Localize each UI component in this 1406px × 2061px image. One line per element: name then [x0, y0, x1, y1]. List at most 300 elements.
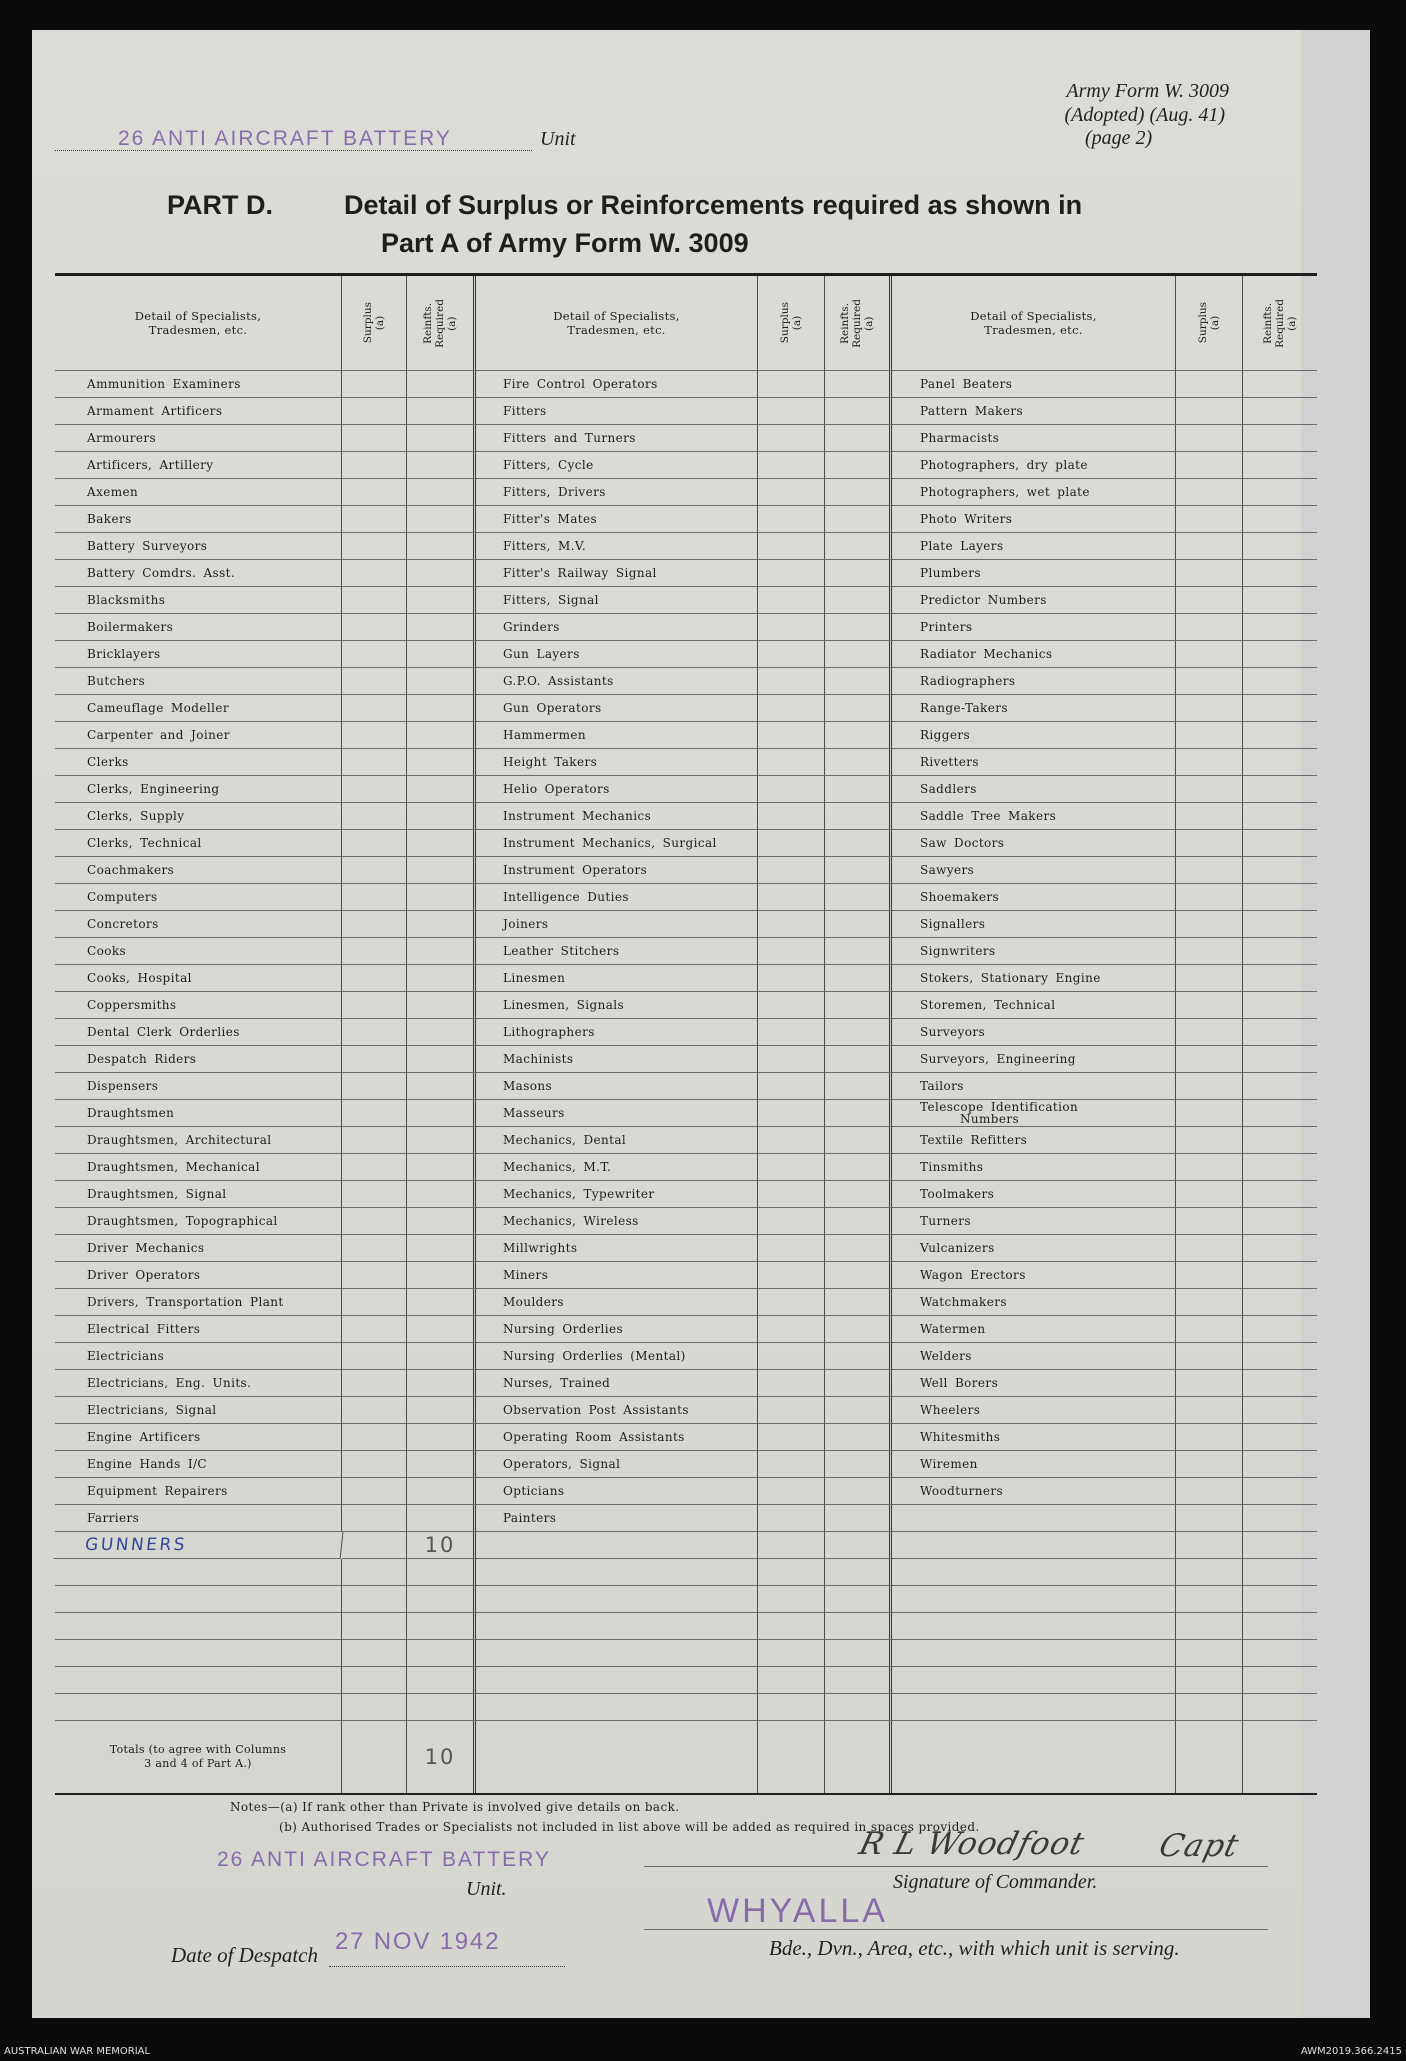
surplus-cell — [342, 992, 407, 1019]
trade-name-cell: Toolmakers — [892, 1181, 1176, 1208]
header-reinfts-line: Reinfts. — [422, 302, 434, 344]
trade-name-cell: Linesmen, Signals — [476, 992, 758, 1019]
totals-blank-cell — [758, 1721, 825, 1793]
surplus-cell — [758, 749, 825, 776]
reinfts-required-cell — [407, 560, 476, 587]
reinfts-required-cell — [825, 1370, 892, 1397]
trade-name-cell: Drivers, Transportation Plant — [55, 1289, 342, 1316]
reinfts-required-cell — [407, 1640, 476, 1667]
blank-trade-cell — [892, 1586, 1176, 1613]
reinfts-required-cell — [407, 911, 476, 938]
surplus-cell — [758, 722, 825, 749]
trade-name-cell: Saw Doctors — [892, 830, 1176, 857]
reinfts-required-cell — [407, 533, 476, 560]
reinfts-required-cell — [1243, 911, 1317, 938]
trade-name-cell: Predictor Numbers — [892, 587, 1176, 614]
totals-label-line: Totals (to agree with Columns — [109, 1743, 287, 1756]
reinfts-required-cell — [407, 992, 476, 1019]
surplus-cell — [758, 1343, 825, 1370]
totals-blank-cell — [892, 1721, 1176, 1793]
totals-blank-cell — [1243, 1721, 1317, 1793]
reinfts-required-cell — [825, 1478, 892, 1505]
blank-trade-cell — [476, 1640, 758, 1667]
blank-trade-cell — [476, 1532, 758, 1559]
header-surplus-line: (a) — [374, 315, 386, 331]
trade-name-cell: Saddle Tree Makers — [892, 803, 1176, 830]
surplus-cell — [342, 1559, 407, 1586]
reinfts-required-cell — [1243, 1559, 1317, 1586]
surplus-cell — [342, 857, 407, 884]
reinfts-required-cell — [1243, 398, 1317, 425]
header-reinfts-line: (a) — [446, 315, 458, 331]
reinfts-required-cell — [1243, 425, 1317, 452]
reinfts-required-cell — [1243, 1532, 1317, 1559]
surplus-cell — [342, 1208, 407, 1235]
commander-signature: R L Woodfoot — [855, 1826, 1089, 1862]
reinfts-required-cell — [407, 1316, 476, 1343]
reinfts-required-cell — [1243, 803, 1317, 830]
surplus-cell — [758, 1694, 825, 1721]
reinfts-required-cell — [1243, 452, 1317, 479]
surplus-cell — [342, 1532, 407, 1559]
surplus-cell — [758, 911, 825, 938]
trade-name-cell: Clerks — [55, 749, 342, 776]
trade-name-cell: Instrument Mechanics, Surgical — [476, 830, 758, 857]
surplus-cell — [1176, 560, 1243, 587]
surplus-cell — [1176, 830, 1243, 857]
trade-name-cell: Pharmacists — [892, 425, 1176, 452]
reinfts-required-cell — [1243, 884, 1317, 911]
reinfts-required-cell — [1243, 1154, 1317, 1181]
reinfts-required-cell — [825, 614, 892, 641]
reinfts-required-cell — [407, 857, 476, 884]
surplus-cell — [758, 884, 825, 911]
reinfts-required-cell — [407, 749, 476, 776]
handwritten-trade-entry: GUNNERS — [54, 1532, 344, 1559]
trade-name-cell: Plumbers — [892, 560, 1176, 587]
surplus-cell — [758, 533, 825, 560]
header-reinfts — [825, 276, 892, 371]
reinfts-required-cell — [407, 1181, 476, 1208]
reinfts-required-cell — [407, 803, 476, 830]
surplus-cell — [1176, 965, 1243, 992]
blank-trade-cell — [892, 1532, 1176, 1559]
reinfts-required-cell — [1243, 776, 1317, 803]
trade-name-cell: G.P.O. Assistants — [476, 668, 758, 695]
location-stamp: WHYALLA — [707, 1892, 888, 1930]
reinfts-required-cell — [825, 803, 892, 830]
surplus-cell — [342, 1478, 407, 1505]
header-reinfts-line: Reinfts. — [1262, 302, 1274, 344]
reinfts-required-cell — [1243, 641, 1317, 668]
surplus-cell — [342, 1640, 407, 1667]
trade-name-cell: Instrument Mechanics — [476, 803, 758, 830]
surplus-cell — [1176, 1316, 1243, 1343]
header-detail-line: Tradesmen, etc. — [984, 323, 1083, 337]
surplus-cell — [758, 668, 825, 695]
surplus-cell — [1176, 1127, 1243, 1154]
surplus-cell — [758, 1667, 825, 1694]
surplus-cell — [758, 1370, 825, 1397]
trade-name-cell: Draughtsmen, Topographical — [55, 1208, 342, 1235]
trade-name-cell: Boilermakers — [55, 614, 342, 641]
surplus-cell — [758, 1235, 825, 1262]
trade-name-cell: Woodturners — [892, 1478, 1176, 1505]
blank-trade-cell — [892, 1694, 1176, 1721]
trade-name-cell: Painters — [476, 1505, 758, 1532]
date-of-despatch-label: Date of Despatch — [171, 1943, 318, 1967]
trade-name-cell: Rivetters — [892, 749, 1176, 776]
archive-institution: AUSTRALIAN WAR MEMORIAL — [4, 2046, 151, 2057]
trade-name-cell: Helio Operators — [476, 776, 758, 803]
reinfts-required-cell — [825, 1289, 892, 1316]
surplus-cell — [758, 776, 825, 803]
reinfts-required-cell — [825, 722, 892, 749]
reinfts-required-cell — [407, 938, 476, 965]
trade-name-cell: Mechanics, Typewriter — [476, 1181, 758, 1208]
reinfts-required-cell — [825, 1694, 892, 1721]
surplus-cell — [758, 1073, 825, 1100]
trade-name-cell: Battery Comdrs. Asst. — [55, 560, 342, 587]
blank-trade-cell — [55, 1694, 342, 1721]
trade-name-cell: Clerks, Technical — [55, 830, 342, 857]
surplus-cell — [1176, 1208, 1243, 1235]
surplus-cell — [342, 911, 407, 938]
reinfts-required-cell — [825, 533, 892, 560]
surplus-cell — [758, 1208, 825, 1235]
surplus-cell — [758, 506, 825, 533]
surplus-cell — [342, 479, 407, 506]
reinfts-required-cell — [825, 1154, 892, 1181]
reinfts-required-cell — [407, 1127, 476, 1154]
trade-name-cell: Engine Hands I/C — [55, 1451, 342, 1478]
trade-name-cell: Wiremen — [892, 1451, 1176, 1478]
trade-name-cell: Concretors — [55, 911, 342, 938]
handwritten-reinfts-entry: 10 — [407, 1532, 476, 1559]
reinfts-required-cell — [1243, 668, 1317, 695]
trade-name-cell: Driver Mechanics — [55, 1235, 342, 1262]
reinfts-required-cell — [825, 452, 892, 479]
trade-name-cell: Butchers — [55, 668, 342, 695]
unit-stamp-footer: 26 ANTI AIRCRAFT BATTERY — [217, 1848, 551, 1871]
trade-name-cell: Photographers, dry plate — [892, 452, 1176, 479]
trade-name-cell: Photo Writers — [892, 506, 1176, 533]
surplus-cell — [1176, 1505, 1243, 1532]
reinfts-required-cell — [825, 1640, 892, 1667]
header-detail-line: Detail of Specialists, — [553, 309, 680, 323]
surplus-cell — [1176, 533, 1243, 560]
trade-name-cell: Cooks, Hospital — [55, 965, 342, 992]
reinfts-required-cell — [1243, 1181, 1317, 1208]
reinfts-required-cell — [1243, 722, 1317, 749]
unit-label-footer: Unit. — [466, 1878, 507, 1900]
surplus-cell — [1176, 1154, 1243, 1181]
trade-name-cell: Stokers, Stationary Engine — [892, 965, 1176, 992]
blank-trade-cell — [892, 1559, 1176, 1586]
reinfts-required-cell — [407, 587, 476, 614]
trade-name-cell: Gun Operators — [476, 695, 758, 722]
reinfts-required-cell — [825, 1586, 892, 1613]
trade-name-cell: Equipment Repairers — [55, 1478, 342, 1505]
header-reinfts-line: Required — [434, 298, 446, 348]
reinfts-required-cell — [825, 398, 892, 425]
reinfts-required-cell — [1243, 830, 1317, 857]
surplus-cell — [758, 1181, 825, 1208]
surplus-cell — [1176, 452, 1243, 479]
trade-name-cell: Battery Surveyors — [55, 533, 342, 560]
reinfts-required-cell — [1243, 1694, 1317, 1721]
blank-trade-cell — [55, 1640, 342, 1667]
reinfts-required-cell — [407, 1046, 476, 1073]
trade-name-cell: Ammunition Examiners — [55, 371, 342, 398]
title-part: PART D. — [167, 190, 273, 220]
reinfts-required-cell — [825, 830, 892, 857]
trade-name-cell: Nursing Orderlies — [476, 1316, 758, 1343]
surplus-cell — [1176, 641, 1243, 668]
reinfts-required-cell — [1243, 1586, 1317, 1613]
surplus-cell — [758, 1397, 825, 1424]
trade-name-cell: Telescope Identification Numbers — [892, 1100, 1176, 1127]
surplus-cell — [342, 1586, 407, 1613]
blank-trade-cell — [476, 1586, 758, 1613]
reinfts-required-cell — [1243, 560, 1317, 587]
surplus-cell — [342, 1127, 407, 1154]
reinfts-required-cell — [825, 1208, 892, 1235]
trade-name-cell: Turners — [892, 1208, 1176, 1235]
surplus-cell — [342, 533, 407, 560]
blank-trade-cell — [55, 1559, 342, 1586]
reinfts-required-cell — [825, 1667, 892, 1694]
trade-name-cell: Nurses, Trained — [476, 1370, 758, 1397]
reinfts-required-cell — [1243, 1478, 1317, 1505]
reinfts-required-cell — [1243, 533, 1317, 560]
reinfts-required-cell — [825, 911, 892, 938]
reinfts-required-cell — [825, 1235, 892, 1262]
reinfts-required-cell — [825, 371, 892, 398]
reinfts-required-cell — [407, 1208, 476, 1235]
reinfts-required-cell — [407, 371, 476, 398]
header-detail-line: Detail of Specialists, — [970, 309, 1097, 323]
surplus-cell — [758, 1154, 825, 1181]
form-adopted-date: (Adopted) (Aug. 41) — [1064, 104, 1225, 126]
totals-blank-cell — [476, 1721, 758, 1793]
reinfts-required-cell — [1243, 1289, 1317, 1316]
reinfts-required-cell — [407, 398, 476, 425]
surplus-cell — [758, 1478, 825, 1505]
surplus-cell — [1176, 1370, 1243, 1397]
trade-name-cell: Dental Clerk Orderlies — [55, 1019, 342, 1046]
trade-name-cell: Shoemakers — [892, 884, 1176, 911]
blank-trade-cell — [892, 1640, 1176, 1667]
trade-name-cell: Signwriters — [892, 938, 1176, 965]
surplus-cell — [1176, 1613, 1243, 1640]
surplus-cell — [1176, 749, 1243, 776]
surplus-cell — [342, 1316, 407, 1343]
reinfts-required-cell — [825, 1181, 892, 1208]
blank-trade-cell — [892, 1505, 1176, 1532]
reinfts-required-cell — [825, 668, 892, 695]
blank-trade-cell — [892, 1613, 1176, 1640]
surplus-cell — [758, 830, 825, 857]
blank-trade-cell — [476, 1559, 758, 1586]
reinfts-required-cell — [825, 776, 892, 803]
trade-name-cell: Leather Stitchers — [476, 938, 758, 965]
trade-name-cell: Photographers, wet plate — [892, 479, 1176, 506]
reinfts-required-cell — [407, 1451, 476, 1478]
trade-name-cell: Plate Layers — [892, 533, 1176, 560]
surplus-cell — [1176, 1289, 1243, 1316]
trade-name-cell: Coppersmiths — [55, 992, 342, 1019]
reinfts-required-cell — [407, 1667, 476, 1694]
reinfts-required-cell — [825, 1397, 892, 1424]
surplus-cell — [1176, 776, 1243, 803]
reinfts-required-cell — [1243, 1046, 1317, 1073]
trade-name-cell: Riggers — [892, 722, 1176, 749]
reinfts-required-cell — [1243, 992, 1317, 1019]
reinfts-required-cell — [1243, 1424, 1317, 1451]
surplus-cell — [342, 722, 407, 749]
surplus-cell — [1176, 1532, 1243, 1559]
blank-trade-cell — [476, 1694, 758, 1721]
blank-trade-cell — [55, 1586, 342, 1613]
trade-name-cell: Panel Beaters — [892, 371, 1176, 398]
reinfts-required-cell — [825, 965, 892, 992]
trade-name-cell: Fitters, Signal — [476, 587, 758, 614]
trade-name-cell: Armament Artificers — [55, 398, 342, 425]
reinfts-required-cell — [825, 992, 892, 1019]
surplus-cell — [342, 1424, 407, 1451]
reinfts-required-cell — [407, 1505, 476, 1532]
reinfts-required-cell — [825, 641, 892, 668]
surplus-cell — [1176, 668, 1243, 695]
trade-name-cell: Coachmakers — [55, 857, 342, 884]
unit-label-top: Unit — [540, 128, 576, 150]
reinfts-required-cell — [1243, 479, 1317, 506]
surplus-cell — [342, 371, 407, 398]
surplus-cell — [1176, 1424, 1243, 1451]
surplus-cell — [342, 452, 407, 479]
reinfts-required-cell — [825, 1019, 892, 1046]
reinfts-required-cell — [825, 938, 892, 965]
surplus-cell — [342, 884, 407, 911]
surplus-cell — [758, 965, 825, 992]
trade-name-cell: Despatch Riders — [55, 1046, 342, 1073]
trade-name-cell: Textile Refitters — [892, 1127, 1176, 1154]
trade-name-cell: Clerks, Engineering — [55, 776, 342, 803]
reinfts-required-cell — [1243, 1640, 1317, 1667]
trade-name-cell: Electricians, Eng. Units. — [55, 1370, 342, 1397]
reinfts-required-cell — [407, 1262, 476, 1289]
reinfts-required-cell — [407, 1019, 476, 1046]
surplus-cell — [1176, 857, 1243, 884]
trade-name-cell: Radiator Mechanics — [892, 641, 1176, 668]
reinfts-required-cell — [407, 1235, 476, 1262]
trade-name-cell: Draughtsmen — [55, 1100, 342, 1127]
trade-name-cell: Watermen — [892, 1316, 1176, 1343]
reinfts-required-cell — [407, 1397, 476, 1424]
surplus-cell — [1176, 1262, 1243, 1289]
reinfts-required-cell — [407, 1154, 476, 1181]
trade-name-cell: Height Takers — [476, 749, 758, 776]
surplus-cell — [1176, 614, 1243, 641]
trade-name-cell: Axemen — [55, 479, 342, 506]
reinfts-required-cell — [825, 1046, 892, 1073]
surplus-cell — [758, 803, 825, 830]
trade-name-cell: Operators, Signal — [476, 1451, 758, 1478]
reinfts-required-cell — [407, 1586, 476, 1613]
surplus-cell — [1176, 1586, 1243, 1613]
archive-reference: AWM2019.366.2415 — [1300, 2046, 1402, 2057]
surplus-cell — [1176, 425, 1243, 452]
signature-line — [644, 1866, 1268, 1867]
trade-name-cell: Observation Post Assistants — [476, 1397, 758, 1424]
surplus-cell — [758, 1532, 825, 1559]
trade-name-cell: Mechanics, Wireless — [476, 1208, 758, 1235]
reinfts-required-cell — [1243, 1370, 1317, 1397]
reinfts-required-cell — [825, 884, 892, 911]
trade-name-cell: Gun Layers — [476, 641, 758, 668]
surplus-cell — [758, 1316, 825, 1343]
surplus-cell — [758, 398, 825, 425]
header-detail-line: Detail of Specialists, — [134, 309, 262, 323]
surplus-cell — [1176, 1694, 1243, 1721]
trade-name-cell: Grinders — [476, 614, 758, 641]
surplus-cell — [1176, 1073, 1243, 1100]
trade-name-cell: Nursing Orderlies (Mental) — [476, 1343, 758, 1370]
surplus-cell — [758, 479, 825, 506]
header-reinfts-line: Required — [1274, 298, 1286, 348]
reinfts-required-cell — [407, 1343, 476, 1370]
reinfts-required-cell — [1243, 749, 1317, 776]
reinfts-required-cell — [407, 506, 476, 533]
reinfts-required-cell — [1243, 695, 1317, 722]
reinfts-required-cell — [1243, 1208, 1317, 1235]
reinfts-required-cell — [825, 1073, 892, 1100]
header-surplus — [758, 276, 825, 371]
trade-name-cell: Linesmen — [476, 965, 758, 992]
surplus-cell — [1176, 1019, 1243, 1046]
reinfts-required-cell — [825, 1262, 892, 1289]
trade-name-cell: Farriers — [55, 1505, 342, 1532]
title-line-2: Part A of Army Form W. 3009 — [381, 228, 749, 258]
trade-name-cell: Surveyors, Engineering — [892, 1046, 1176, 1073]
reinfts-required-cell — [825, 1127, 892, 1154]
blank-trade-cell — [55, 1613, 342, 1640]
reinfts-required-cell — [1243, 1073, 1317, 1100]
surplus-cell — [342, 1154, 407, 1181]
surplus-cell — [758, 452, 825, 479]
reinfts-required-cell — [1243, 1343, 1317, 1370]
surplus-cell — [342, 506, 407, 533]
surplus-cell — [758, 1046, 825, 1073]
surplus-cell — [342, 641, 407, 668]
trade-name-cell: Lithographers — [476, 1019, 758, 1046]
reinfts-required-cell — [825, 587, 892, 614]
surplus-cell — [342, 1046, 407, 1073]
header-reinfts-line: (a) — [863, 315, 875, 331]
reinfts-required-cell — [407, 425, 476, 452]
trade-name-cell: Blacksmiths — [55, 587, 342, 614]
surplus-cell — [758, 1127, 825, 1154]
header-surplus-line: (a) — [1209, 315, 1221, 331]
surplus-cell — [1176, 506, 1243, 533]
trade-name-cell: Cameuflage Modeller — [55, 695, 342, 722]
surplus-cell — [1176, 1100, 1243, 1127]
surplus-cell — [758, 641, 825, 668]
surplus-cell — [342, 1289, 407, 1316]
surplus-cell — [342, 425, 407, 452]
trade-name-cell: Machinists — [476, 1046, 758, 1073]
